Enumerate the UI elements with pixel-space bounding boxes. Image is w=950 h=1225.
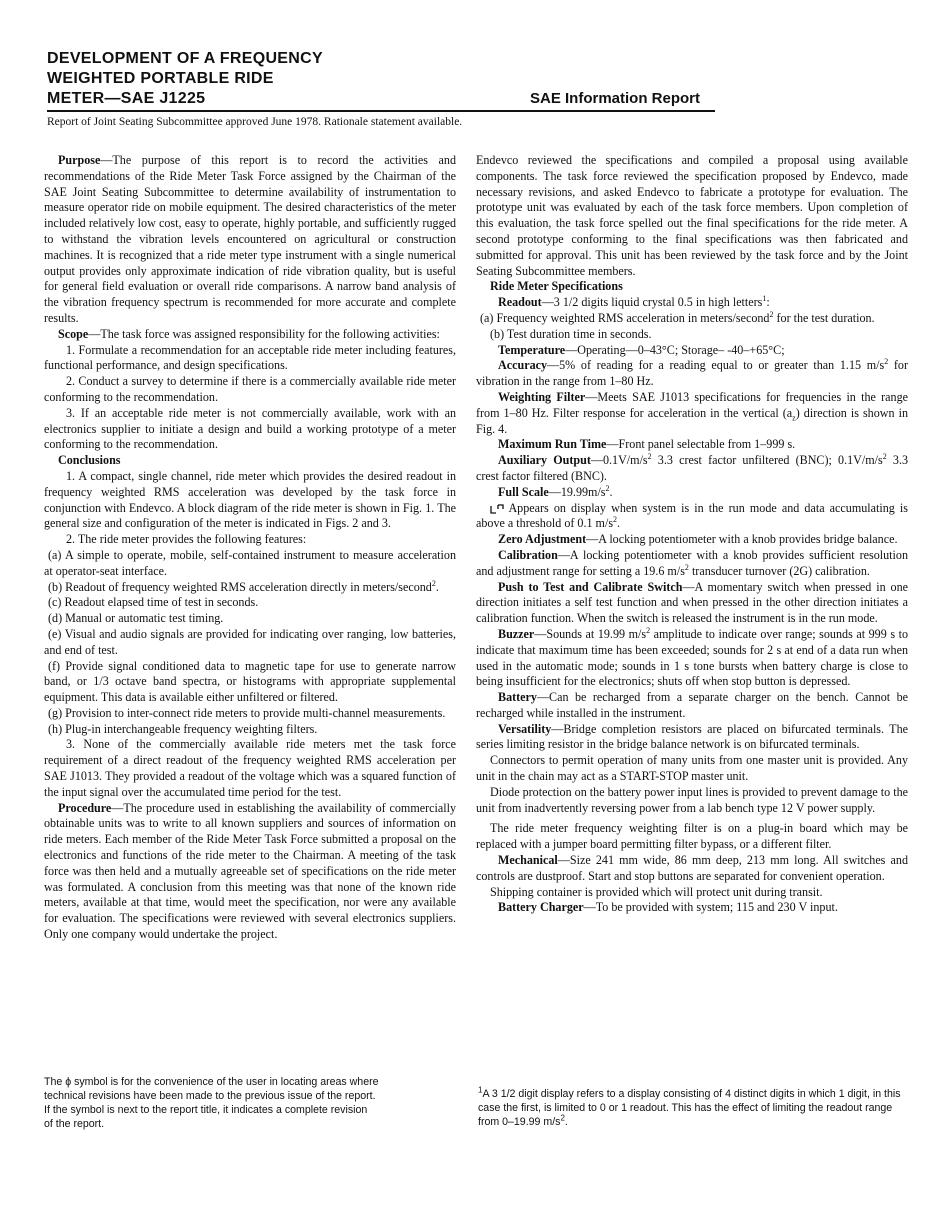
appears-end: .	[617, 516, 621, 531]
fullscale-text: —19.99m/s	[548, 484, 606, 499]
specs-heading: Ride Meter Specifications	[490, 279, 623, 294]
calibration-sup: 2	[684, 562, 689, 572]
weighting-end: ) direction is shown in Fig. 4.	[476, 405, 908, 436]
buzzer-sup: 2	[646, 625, 651, 635]
conclusions-heading: Conclusions	[58, 453, 121, 468]
calibration-text: —A locking potentiometer with a knob provides sufficient resolution and adjustment range for setting a 19.6 m/s	[476, 547, 908, 578]
note-line: of the report.	[44, 1118, 105, 1130]
readout-b: (b) Test duration time in seconds.	[490, 326, 652, 341]
weighting-spec	[476, 390, 908, 437]
readout-end: :	[766, 295, 770, 310]
weighting-heading: Weighting Filter	[498, 389, 586, 404]
purpose-text: —The purpose of this report is to record the activities and recommendations of the Ride Meter Task Force assigned by the Chairman of the SAE Joint Seating Subcommittee to determine availability of instrumentation to measure operator ride on mobile equipment. The desired characteristics of the meter included relatively low cost, easy to operate, highly portable, and sufficiently rugged to withstand the vibration levels encountered on agricultural or construction machines. It is recognized that a ride meter type instrument with a single numerical output provides only approximate indication of ride vibration quality, but is useful for general field evaluation or overall ride comparisons. A narrow band analysis of the vibration frequency spectrum is recommended for more accurate and complete results.	[44, 153, 456, 325]
scope-item: 1. Formulate a recommendation for an acceptable ride meter including features, functional performance, and design specifications.	[44, 342, 456, 373]
buzzer-heading: Buzzer	[498, 626, 535, 641]
overrange-indicator-spec	[476, 501, 908, 533]
footnote-mark: 1	[478, 1085, 483, 1095]
auxiliary-heading: Auxiliary Output	[498, 453, 591, 468]
shipping-spec: Shipping container is provided which will protect unit during transit.	[490, 884, 823, 899]
appears-text: Appears on display when system is in the run mode and data accumulating is above a threshold of 0.1 m/s	[476, 500, 908, 531]
zero-text: —A locking potentiometer with a knob provides bridge balance.	[586, 532, 898, 547]
battery-spec	[476, 690, 908, 722]
auxiliary-sup2: 2	[882, 452, 887, 462]
temperature-heading: Temperature	[498, 342, 566, 357]
footnote-text	[478, 1087, 908, 1129]
push-switch-heading: Push to Test and Calibrate Switch	[498, 579, 683, 594]
battery-heading: Battery	[498, 690, 537, 705]
weighting-sub: z	[792, 413, 796, 423]
fullscale-sup: 2	[605, 483, 610, 493]
readout-heading: Readout	[498, 295, 542, 310]
purpose-heading: Purpose	[58, 153, 101, 167]
diode-spec: Diode protection on the battery power input lines is provided to prevent damage to the unit from inadvertently reversing power from a lab bench type 12 V power supply.	[476, 784, 908, 815]
maxrun-text: —Front panel selectable from 1–999 s.	[606, 437, 796, 452]
readout-a-text: (a) Frequency weighted RMS acceleration in meters/second	[480, 310, 770, 325]
maxrun-heading: Maximum Run Time	[498, 437, 607, 452]
right-column	[476, 153, 908, 916]
feature-item: (d) Manual or automatic test timing.	[48, 611, 224, 626]
filter-spec: The ride meter frequency weighting filter is on a plug-in board which may be replaced with a jumper board permitting filter bypass, or a different filter.	[476, 821, 908, 852]
accuracy-text: —5% of reading for a reading equal to or greater than 1.15 m/s	[547, 358, 885, 373]
feature-b-text: (b) Readout of frequency weighted RMS acceleration directly in meters/second	[48, 579, 432, 594]
scope-item: 3. If an acceptable ride meter is not commercially available, work with an electronics supplier to initiate a design and build a working prototype of a meter conforming to the recommendation.	[44, 405, 456, 452]
readout-spec	[476, 295, 908, 311]
scope-text: —The task force was assigned responsibility for the following activities:	[88, 326, 440, 341]
accuracy-sup: 2	[884, 357, 889, 367]
calibration-end: transducer turnover (2G) calibration.	[688, 563, 870, 578]
display-segment-icon	[490, 504, 504, 514]
readout-a	[476, 311, 908, 327]
footnote-body: A 3 1/2 digit display refers to a display consisting of 4 distinct digits in which 1 digit, in this case the first, is limited to 0 or 1 readout. This has the effect of limiting the readout range from 0–19.99 m/s	[478, 1088, 901, 1128]
appears-sup: 2	[613, 515, 618, 525]
versatility-spec	[476, 722, 908, 754]
zero-spec	[476, 532, 908, 548]
procedure-paragraph	[44, 801, 456, 943]
procedure-text: —The procedure used in establishing the availability of commercially obtainable units was to write to all known suppliers and sources of information on ride meters. Each member of the Ride Meter Task Force submitted a proposal on the electronics and functions of the ride meter to the Chairman. A meeting of the task force was then held and a mutually agreeable set of specifications on the ride meter was formulated. A conclusion from this meeting was that none of the known ride meters, available at that time, would meet the specification, nor were any available for evaluation. The specifications were reviewed with several electronics suppliers. Only one company would undertake the project.	[44, 800, 456, 942]
auxiliary-end: 3.3 crest factor filtered (BNC).	[476, 453, 909, 483]
accuracy-end: for vibration in the range from 1–80 Hz.	[476, 358, 909, 389]
calibration-heading: Calibration	[498, 547, 558, 562]
auxiliary-text: —0.1V/m/s	[590, 453, 648, 468]
accuracy-heading: Accuracy	[498, 358, 548, 373]
feature-item	[44, 580, 456, 596]
fullscale-heading: Full Scale	[498, 484, 549, 499]
title-line: METER—SAE J1225	[47, 90, 206, 107]
endevco-paragraph: Endevco reviewed the specifications and compiled a proposal using available components. The task force reviewed the specification proposed by Endevco, made necessary revisions, and asked Endevco to fabricate a prototype for evaluation. The prototype unit was evaluated by each of the task force members. Upon completion of this evaluation, the task force spelled out the final specifications for the ride meter. A second prototype conforming to the final specifications was then fabricated and submitted for approval. This unit has been reviewed by the task force and by the Joint Seating Subcommittee members.	[476, 153, 908, 278]
readout-a-sup: 2	[769, 309, 774, 319]
mechanical-text: —Size 241 mm wide, 86 mm deep, 213 mm long. All switches and controls are dustproof. Start and stop buttons are separated for convenient operation.	[476, 853, 908, 883]
temperature-spec	[476, 343, 908, 359]
buzzer-end: amplitude to indicate over range; sounds at 999 s to indicate that maximum time has been exceeded; sounds for 2 s at end of a data run when used in the automatic mode; sounds in 1 s tone bursts when battery charge is close to being insufficient for the electronics; shuts off when stop button is depressed.	[476, 626, 908, 689]
auxiliary-sup: 2	[647, 452, 652, 462]
note-line: The ϕ symbol is for the convenience of the user in locating areas where	[44, 1076, 379, 1088]
scope-paragraph	[44, 327, 456, 343]
scope-heading: Scope	[58, 326, 89, 341]
feature-item: (f) Provide signal conditioned data to magnetic tape for use to generate narrow band, or 1/3 octave band spectra, or histograms with appropriate supplemental equipment. This data is available either unfiltered or filtered.	[44, 658, 456, 705]
weighting-text: —Meets SAE J1013 specifications for frequencies in the range from 1–80 Hz. Filter response for acceleration in the vertical (a	[476, 389, 908, 420]
accuracy-spec	[476, 358, 908, 390]
mechanical-spec	[476, 853, 908, 885]
header-rule	[47, 110, 715, 112]
auxiliary-spec	[476, 453, 908, 485]
buzzer-spec	[476, 627, 908, 690]
report-type: SAE Information Report	[530, 90, 701, 107]
approval-line: Report of Joint Seating Subcommittee approved June 1978. Rationale statement available.	[47, 116, 463, 128]
conclusion-3: 3. None of the commercially available ride meters met the task force requirement of a direct readout of the frequency weighted RMS acceleration per SAE J1013. They provided a readout of the voltage which was a squared function of the input signal over the accumulated time period for the test.	[44, 737, 456, 799]
feature-item: (c) Readout elapsed time of test in seconds.	[48, 595, 259, 610]
charger-spec	[476, 900, 908, 916]
feature-b-sup: 2	[431, 578, 436, 588]
title-line: WEIGHTED PORTABLE RIDE	[47, 70, 274, 87]
feature-item: (a) A simple to operate, mobile, self-contained instrument to measure acceleration at operator-seat interface.	[44, 547, 456, 578]
scope-item: 2. Conduct a survey to determine if there is a commercially available ride meter conforming to the recommendation.	[44, 374, 456, 404]
procedure-heading: Procedure	[58, 800, 112, 815]
feature-b-end: .	[435, 579, 439, 594]
charger-heading: Battery Charger	[498, 900, 584, 915]
readout-a-end: for the test duration.	[773, 310, 875, 325]
connectors-spec: Connectors to permit operation of many units from one master unit is provided. Any unit in the chain may act as a START-STOP master unit.	[476, 753, 908, 784]
footnote	[478, 1087, 908, 1129]
left-column	[44, 153, 456, 943]
purpose-paragraph	[44, 153, 456, 327]
conclusion-2: 2. The ride meter provides the following features:	[66, 532, 307, 547]
readout-text: —3 1/2 digits liquid crystal 0.5 in high letters	[541, 295, 763, 310]
charger-text: —To be provided with system; 115 and 230 V input.	[583, 900, 838, 915]
buzzer-text: —Sounds at 19.99 m/s	[534, 626, 647, 641]
feature-item: (g) Provision to inter-connect ride meters to provide multi-channel measurements.	[48, 705, 446, 720]
mechanical-heading: Mechanical	[498, 853, 558, 868]
title-line: DEVELOPMENT OF A FREQUENCY	[47, 50, 323, 67]
versatility-heading: Versatility	[498, 721, 552, 736]
versatility-text: —Bridge completion resistors are placed on bifurcated terminals. The series limiting resistor in the bridge balance network is on bifurcated terminals.	[476, 721, 908, 752]
footnote-ref: 1	[762, 294, 767, 304]
report-title	[47, 49, 323, 109]
push-switch-spec	[476, 580, 908, 627]
fullscale-spec	[476, 485, 908, 501]
fullscale-end: .	[609, 484, 613, 499]
note-line: technical revisions have been made to the previous issue of the report.	[44, 1090, 376, 1102]
auxiliary-mid: 3.3 crest factor unfiltered (BNC); 0.1V/m/s	[651, 453, 883, 468]
revision-note	[44, 1075, 456, 1131]
push-switch-text: —A momentary switch when pressed in one direction initiates a self test function and when pressed in the other direction initiates a calibration function. When the switch is released the instrument is in the run mode.	[476, 579, 908, 626]
maxrun-spec	[476, 437, 908, 453]
footnote-end: .	[564, 1116, 568, 1128]
feature-item: (h) Plug-in interchangeable frequency weighting filters.	[48, 721, 318, 736]
calibration-spec	[476, 548, 908, 580]
battery-text: —Can be recharged from a separate charger on the bench. Cannot be recharged while installed in the instrument.	[476, 690, 908, 720]
footnote-sup: 2	[560, 1113, 565, 1123]
temperature-text: —Operating—0–43°C; Storage– -40–+65°C;	[565, 342, 785, 357]
conclusion-1: 1. A compact, single channel, ride meter which provides the desired readout in frequency weighted RMS acceleration was developed by the task force in conjunction with Endevco. A block diagram of the ride meter is shown in Fig. 1. The general size and configuration of the meter is indicated in Figs. 2 and 3.	[44, 468, 456, 531]
feature-item: (e) Visual and audio signals are provided for indicating over ranging, low batteries, and end of test.	[44, 626, 456, 657]
zero-heading: Zero Adjustment	[498, 532, 587, 547]
note-line: If the symbol is next to the report title, it indicates a complete revision	[44, 1104, 368, 1116]
